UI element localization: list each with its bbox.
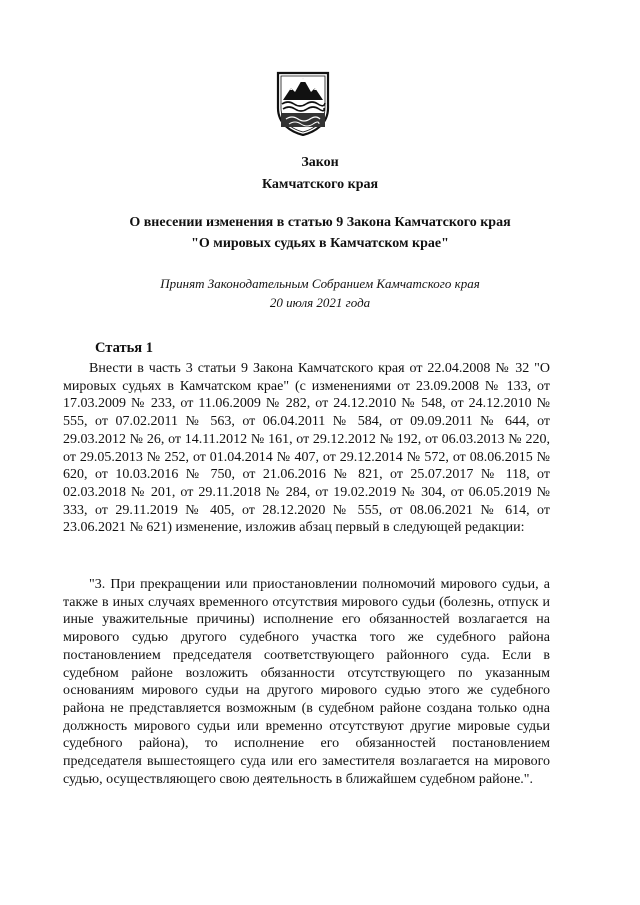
law-subtitle xyxy=(0,212,640,254)
adoption-note xyxy=(0,274,640,312)
article-paragraph-amendment: Внести в часть 3 статьи 9 Закона Камчатского края от 22.04.2008 № 32 "О мировых судьях в Камчатском крае" (с изменениями от 23.09.2008 № 133, от 17.03.2009 № 233, от 11.06.2009 № 282, от 24.12.2010 № 548, от 24.12.2010 № 555, от 07.02.2011 № 563, от 06.04.2011 № 584, от 09.09.2011 № 644, от 29.03.2012 № 26, от 14.11.2012 № 161, от 29.12.2012 № 192, от 06.03.2013 № 220, от 29.05.2013 № 252, от 01.04.2014 № 407, от 29.12.2014 № 572, от 08.06.2015 № 620, от 10.03.2016 № 750, от 21.06.2016 № 821, от 25.07.2017 № 118, от 02.03.2018 № 201, от 29.11.2018 № 284, от 19.02.2019 № 304, от 06.05.2019 № 333, от 29.11.2019 № 405, от 28.12.2020 № 555, от 08.06.2021 № 614, от 23.06.2021 № 621) изменение, изложив абзац первый в следующей редакции: xyxy=(63,361,550,536)
law-title xyxy=(0,152,640,196)
adoption-note-line: Принят Законодательным Собранием Камчатского края xyxy=(160,276,480,291)
article-paragraph-new-text: "3. При прекращении или приостановлении полномочий мирового судьи, а также в иных случаях временного отсутствия мирового судьи (болезнь, отпуск и иные уважительные причины) исполнение его обязанностей возлагается на мирового судью другого судебного участка того же судебного района постановлением председателя соответствующего районного суда. Если в судебном районе возложить обязанности отсутствующего по указанным основаниям мирового судьи на другого мирового судью этого же судебного района не представляется возможным (в судебном районе создана только одна должность мирового судьи или временно отсутствуют другие мировые судьи судебного района), то исполнение его обязанностей постановлением председателя вышестоящего суда или его заместителя возлагается на мирового судью, осуществляющего свою деятельность в ближайшем судебном районе.". xyxy=(63,577,550,787)
article-heading: Статья 1 xyxy=(95,340,153,356)
law-subtitle-line: "О мировых судьях в Камчатском крае" xyxy=(191,236,449,251)
adoption-date: 20 июля 2021 года xyxy=(269,295,371,310)
law-subtitle-line: О внесении изменения в статью 9 Закона Камчатского края xyxy=(129,215,511,230)
coat-of-arms-emblem xyxy=(273,70,333,136)
law-title-line: Камчатского края xyxy=(261,177,379,192)
law-title-line: Закон xyxy=(301,155,339,170)
